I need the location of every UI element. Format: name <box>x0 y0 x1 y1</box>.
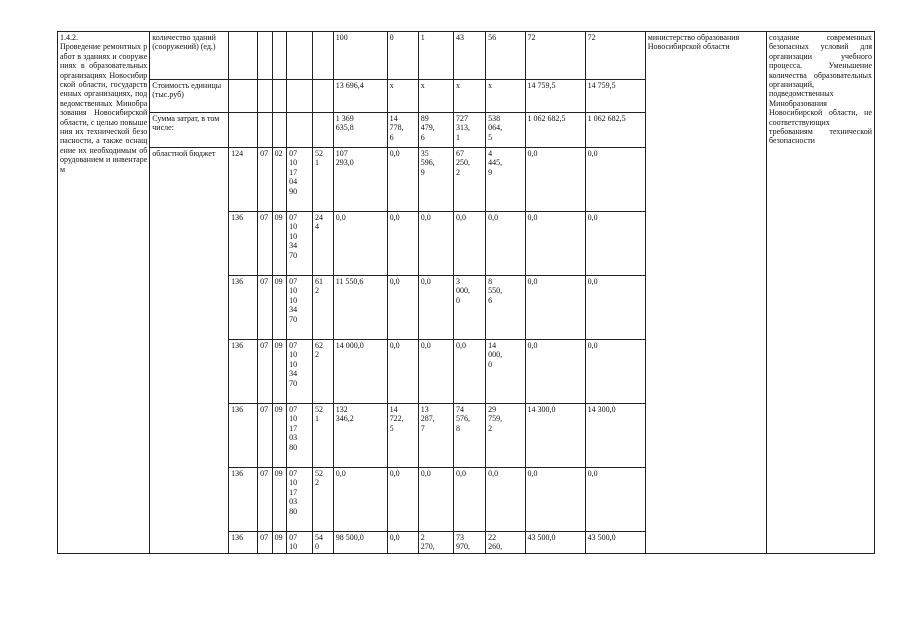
indicator-value: 72 <box>525 32 585 80</box>
indicator-value: 1 062 682,5 <box>525 113 585 148</box>
budget-value: 0,0 <box>387 468 418 532</box>
subsection-code: 09 <box>272 404 287 468</box>
budget-value: 0,0 <box>453 468 485 532</box>
budget-value: 0,0 <box>387 276 418 340</box>
subsection-code: 09 <box>272 532 287 554</box>
budget-value: 107 293,0 <box>333 148 387 212</box>
budget-value: 0,0 <box>585 276 645 340</box>
subsection-code: 02 <box>272 148 287 212</box>
budget-value: 4 445, 9 <box>486 148 525 212</box>
expected-result: создание современных безопасных условий для организации учебного процесса. Уменьшение количества образовательных организаций, подведомственных Минобразования Новосибирской области, не соответствующих требованиям технической безопасности <box>767 32 875 554</box>
budget-value: 13 287, 7 <box>418 404 453 468</box>
budget-value: 0,0 <box>585 212 645 276</box>
indicator-value: 0 <box>387 32 418 80</box>
budget-value: 67 250, 2 <box>453 148 485 212</box>
indicator-label: Стоимость единицы (тыс.руб) <box>150 80 229 113</box>
budget-value: 43 500,0 <box>525 532 585 554</box>
indicator-value: x <box>387 80 418 113</box>
indicator-value: 14 759,5 <box>585 80 645 113</box>
expense-type-code: 62 2 <box>312 340 333 404</box>
section-code: 07 <box>258 404 273 468</box>
grbs-code: 136 <box>229 212 258 276</box>
empty-cell <box>287 80 313 113</box>
indicator-value: 1 <box>418 32 453 80</box>
expense-type-code: 61 2 <box>312 276 333 340</box>
budget-value: 14 300,0 <box>585 404 645 468</box>
expense-type-code: 52 1 <box>312 148 333 212</box>
grbs-code: 136 <box>229 276 258 340</box>
grbs-code: 136 <box>229 532 258 554</box>
budget-value: 3 000, 0 <box>453 276 485 340</box>
budget-value: 0,0 <box>585 468 645 532</box>
budget-value: 0,0 <box>418 212 453 276</box>
empty-cell <box>272 113 287 148</box>
budget-value: 0,0 <box>525 212 585 276</box>
budget-value: 0,0 <box>418 276 453 340</box>
expense-type-code: 52 1 <box>312 404 333 468</box>
indicator-value: 13 696,4 <box>333 80 387 113</box>
empty-cell <box>312 32 333 80</box>
subsection-code: 09 <box>272 468 287 532</box>
budget-value: 14 300,0 <box>525 404 585 468</box>
indicator-value: x <box>453 80 485 113</box>
empty-cell <box>258 80 273 113</box>
executor: министерство образования Новосибирской области <box>645 32 766 554</box>
budget-value: 14 722, 5 <box>387 404 418 468</box>
indicator-value: 538 064, 5 <box>486 113 525 148</box>
budget-value: 0,0 <box>418 468 453 532</box>
budget-value: 0,0 <box>453 340 485 404</box>
budget-value: 0,0 <box>525 340 585 404</box>
indicator-value: 56 <box>486 32 525 80</box>
empty-cell <box>229 113 258 148</box>
target-item-code: 07 10 17 04 90 <box>287 148 313 212</box>
target-item-code: 07 10 10 34 70 <box>287 340 313 404</box>
budget-value: 11 550,6 <box>333 276 387 340</box>
empty-cell <box>272 80 287 113</box>
target-item-code: 07 10 17 03 80 <box>287 468 313 532</box>
budget-value: 14 000, 0 <box>486 340 525 404</box>
empty-cell <box>312 113 333 148</box>
section-code: 07 <box>258 276 273 340</box>
section-code: 07 <box>258 148 273 212</box>
indicator-value: 727 313, 1 <box>453 113 485 148</box>
budget-value: 0,0 <box>387 532 418 554</box>
empty-cell <box>229 80 258 113</box>
empty-cell <box>312 80 333 113</box>
section-code: 07 <box>258 340 273 404</box>
indicator-label: Сумма затрат, в том числе: <box>150 113 229 148</box>
indicator-value: 100 <box>333 32 387 80</box>
indicator-value: 14 778, 6 <box>387 113 418 148</box>
target-item-code: 07 10 17 03 80 <box>287 404 313 468</box>
empty-cell <box>287 113 313 148</box>
grbs-code: 136 <box>229 404 258 468</box>
indicator-value: 89 479, 6 <box>418 113 453 148</box>
section-code: 07 <box>258 532 273 554</box>
budget-value: 0,0 <box>387 148 418 212</box>
subsection-code: 09 <box>272 340 287 404</box>
indicator-row <box>58 32 875 80</box>
empty-cell <box>272 32 287 80</box>
target-item-code: 07 10 <box>287 532 313 554</box>
indicator-value: 1 062 682,5 <box>585 113 645 148</box>
section-code: 07 <box>258 212 273 276</box>
expense-type-code: 52 2 <box>312 468 333 532</box>
budget-value: 0,0 <box>486 212 525 276</box>
indicator-value: 43 <box>453 32 485 80</box>
budget-value: 0,0 <box>387 212 418 276</box>
expense-type-code: 54 0 <box>312 532 333 554</box>
grbs-code: 124 <box>229 148 258 212</box>
indicator-value: x <box>418 80 453 113</box>
expense-type-code: 24 4 <box>312 212 333 276</box>
budget-value: 43 500,0 <box>585 532 645 554</box>
empty-cell <box>258 32 273 80</box>
budget-value: 0,0 <box>333 212 387 276</box>
subsection-code: 09 <box>272 276 287 340</box>
subsection-code: 09 <box>272 212 287 276</box>
budget-value: 0,0 <box>387 340 418 404</box>
target-item-code: 07 10 10 34 70 <box>287 212 313 276</box>
empty-cell <box>229 32 258 80</box>
budget-value: 0,0 <box>525 276 585 340</box>
budget-value: 8 550, 6 <box>486 276 525 340</box>
budget-value: 14 000,0 <box>333 340 387 404</box>
budget-value: 98 500,0 <box>333 532 387 554</box>
budget-value: 22 260, <box>486 532 525 554</box>
program-table <box>57 31 875 554</box>
budget-value: 35 596, 9 <box>418 148 453 212</box>
indicator-value: 1 369 635,8 <box>333 113 387 148</box>
budget-value: 0,0 <box>486 468 525 532</box>
budget-value: 0,0 <box>453 212 485 276</box>
budget-value: 74 576, 8 <box>453 404 485 468</box>
empty-cell <box>287 32 313 80</box>
budget-value: 73 970, <box>453 532 485 554</box>
budget-value: 0,0 <box>525 468 585 532</box>
grbs-code: 136 <box>229 340 258 404</box>
indicator-label: количество зданий (сооружений) (ед.) <box>150 32 229 80</box>
indicator-value: 14 759,5 <box>525 80 585 113</box>
budget-value: 132 346,2 <box>333 404 387 468</box>
indicator-value: 72 <box>585 32 645 80</box>
grbs-code: 136 <box>229 468 258 532</box>
indicator-value: x <box>486 80 525 113</box>
budget-label: областной бюджет <box>150 148 229 554</box>
budget-value: 0,0 <box>585 340 645 404</box>
empty-cell <box>258 113 273 148</box>
budget-value: 2 270, <box>418 532 453 554</box>
budget-value: 0,0 <box>333 468 387 532</box>
budget-value: 0,0 <box>525 148 585 212</box>
budget-value: 0,0 <box>418 340 453 404</box>
section-code: 07 <box>258 468 273 532</box>
target-item-code: 07 10 10 34 70 <box>287 276 313 340</box>
budget-value: 29 759, 2 <box>486 404 525 468</box>
budget-value: 0,0 <box>585 148 645 212</box>
measure-title: 1.4.2. Проведение ремонтных работ в зданиях и сооружениях в образовательных организациях Новосибирской области, государственных организациях, подведомственных Минобразования Новосибирской области, с целью повышения их технической безопасности, а также оснащение их необходимым оборудованием и инвентарем <box>58 32 150 554</box>
